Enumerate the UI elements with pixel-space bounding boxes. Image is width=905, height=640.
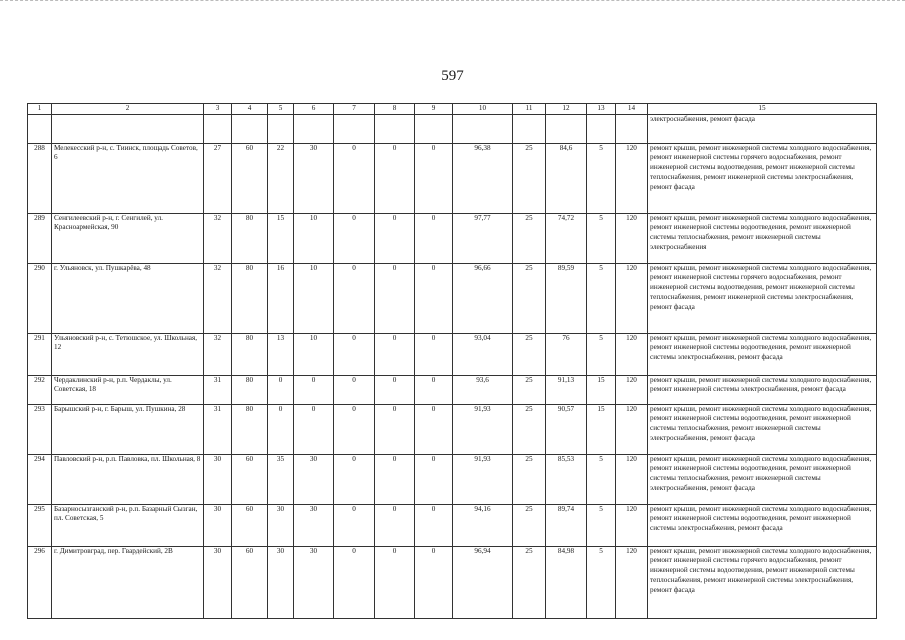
table-cell <box>204 114 232 143</box>
value-cell: 15 <box>587 375 616 404</box>
column-header: 6 <box>294 104 334 115</box>
table-cell <box>294 114 334 143</box>
table-cell <box>587 114 616 143</box>
value-cell: 96,94 <box>453 546 513 618</box>
value-cell: 27 <box>204 143 232 213</box>
value-cell: 35 <box>268 454 294 504</box>
works-cell: ремонт крыши, ремонт инженерной системы холодного водоснабжения, ремонт инженерной системы водоотведения, ремонт инженерной системы теплоснабжения, ремонт инженерной системы электроснабжения <box>648 213 877 263</box>
table-cell <box>375 114 415 143</box>
value-cell: 0 <box>415 213 453 263</box>
column-header: 11 <box>513 104 546 115</box>
column-header: 2 <box>52 104 204 115</box>
works-cell: ремонт крыши, ремонт инженерной системы холодного водоснабжения, ремонт инженерной системы горячего водоснабжения, ремонт инженерной системы водоотведения, ремонт инженерной системы теплоснабжения, ремонт инженерной системы электроснабжения, ремонт фасада <box>648 546 877 618</box>
value-cell: 84,98 <box>546 546 587 618</box>
value-cell: 90,57 <box>546 404 587 454</box>
value-cell: 0 <box>294 375 334 404</box>
value-cell: 0 <box>334 143 375 213</box>
value-cell: 13 <box>268 333 294 375</box>
value-cell: 80 <box>232 333 268 375</box>
value-cell: 0 <box>375 546 415 618</box>
address-cell: Мелекесский р-н, с. Тиинск, площадь Советов, 6 <box>52 143 204 213</box>
row-number-cell: 294 <box>28 454 52 504</box>
column-header: 14 <box>616 104 648 115</box>
address-cell: Сенгилеевский р-н, г. Сенгилей, ул. Красноармейская, 90 <box>52 213 204 263</box>
value-cell: 0 <box>415 333 453 375</box>
value-cell: 94,16 <box>453 504 513 546</box>
value-cell: 31 <box>204 375 232 404</box>
value-cell: 25 <box>513 546 546 618</box>
value-cell: 0 <box>375 213 415 263</box>
table-cell <box>28 114 52 143</box>
value-cell: 0 <box>268 375 294 404</box>
value-cell: 0 <box>334 546 375 618</box>
value-cell: 5 <box>587 143 616 213</box>
column-header: 4 <box>232 104 268 115</box>
value-cell: 32 <box>204 263 232 333</box>
value-cell: 25 <box>513 213 546 263</box>
table-cell <box>453 114 513 143</box>
value-cell: 80 <box>232 213 268 263</box>
value-cell: 25 <box>513 143 546 213</box>
value-cell: 0 <box>334 263 375 333</box>
value-cell: 120 <box>616 504 648 546</box>
value-cell: 16 <box>268 263 294 333</box>
value-cell: 25 <box>513 454 546 504</box>
table-cell <box>415 114 453 143</box>
column-header: 3 <box>204 104 232 115</box>
value-cell: 0 <box>334 375 375 404</box>
table-cell <box>513 114 546 143</box>
column-header: 15 <box>648 104 877 115</box>
value-cell: 60 <box>232 143 268 213</box>
value-cell: 0 <box>334 333 375 375</box>
column-header: 12 <box>546 104 587 115</box>
value-cell: 0 <box>294 404 334 454</box>
address-cell: Ульяновский р-н, с. Тетюшское, ул. Школьная, 12 <box>52 333 204 375</box>
value-cell: 30 <box>294 546 334 618</box>
value-cell: 0 <box>415 263 453 333</box>
address-cell: г. Ульяновск, ул. Пушкарёва, 48 <box>52 263 204 333</box>
table-row <box>28 213 877 263</box>
value-cell: 0 <box>375 375 415 404</box>
value-cell: 15 <box>587 404 616 454</box>
value-cell: 80 <box>232 263 268 333</box>
value-cell: 76 <box>546 333 587 375</box>
value-cell: 0 <box>415 454 453 504</box>
table-row <box>28 375 877 404</box>
value-cell: 0 <box>375 504 415 546</box>
works-cell: ремонт крыши, ремонт инженерной системы холодного водоснабжения, ремонт инженерной системы горячего водоснабжения, ремонт инженерной системы водоотведения, ремонт инженерной системы теплоснабжения, ремонт инженерной системы электроснабжения, ремонт фасада <box>648 143 877 213</box>
value-cell: 96,66 <box>453 263 513 333</box>
row-number-cell: 293 <box>28 404 52 454</box>
value-cell: 0 <box>415 375 453 404</box>
value-cell: 0 <box>415 404 453 454</box>
address-cell: Чердаклинский р-н, р.п. Чердаклы, ул. Советская, 18 <box>52 375 204 404</box>
value-cell: 89,59 <box>546 263 587 333</box>
row-number-cell: 289 <box>28 213 52 263</box>
value-cell: 91,13 <box>546 375 587 404</box>
table-row <box>28 546 877 618</box>
value-cell: 30 <box>268 504 294 546</box>
table-row <box>28 504 877 546</box>
value-cell: 0 <box>375 454 415 504</box>
value-cell: 60 <box>232 504 268 546</box>
continuation-row <box>28 114 877 143</box>
header-row <box>28 104 877 115</box>
page-edge <box>0 0 905 4</box>
value-cell: 0 <box>268 404 294 454</box>
value-cell: 0 <box>415 143 453 213</box>
value-cell: 0 <box>334 454 375 504</box>
value-cell: 30 <box>294 504 334 546</box>
value-cell: 25 <box>513 375 546 404</box>
row-number-cell: 290 <box>28 263 52 333</box>
address-cell: Барышский р-н, г. Барыш, ул. Пушкина, 28 <box>52 404 204 454</box>
value-cell: 60 <box>232 454 268 504</box>
value-cell: 120 <box>616 213 648 263</box>
address-cell: г. Димитровград, пер. Гвардейский, 2В <box>52 546 204 618</box>
value-cell: 89,74 <box>546 504 587 546</box>
value-cell: 32 <box>204 333 232 375</box>
value-cell: 80 <box>232 404 268 454</box>
row-number-cell: 291 <box>28 333 52 375</box>
value-cell: 91,93 <box>453 454 513 504</box>
works-cell: ремонт крыши, ремонт инженерной системы холодного водоснабжения, ремонт инженерной системы водоотведения, ремонт инженерной системы электроснабжения, ремонт фасада <box>648 504 877 546</box>
table-cell <box>546 114 587 143</box>
value-cell: 85,53 <box>546 454 587 504</box>
value-cell: 84,6 <box>546 143 587 213</box>
value-cell: 0 <box>375 263 415 333</box>
column-header: 1 <box>28 104 52 115</box>
row-number-cell: 295 <box>28 504 52 546</box>
works-cell: ремонт крыши, ремонт инженерной системы холодного водоснабжения, ремонт инженерной системы водоотведения, ремонт инженерной системы теплоснабжения, ремонт инженерной системы электроснабжения, ремонт фасада <box>648 454 877 504</box>
value-cell: 5 <box>587 333 616 375</box>
value-cell: 0 <box>334 404 375 454</box>
table-row <box>28 404 877 454</box>
table-row <box>28 454 877 504</box>
column-header: 7 <box>334 104 375 115</box>
value-cell: 5 <box>587 454 616 504</box>
value-cell: 30 <box>204 546 232 618</box>
value-cell: 30 <box>268 546 294 618</box>
value-cell: 96,38 <box>453 143 513 213</box>
value-cell: 30 <box>204 454 232 504</box>
table-cell <box>232 114 268 143</box>
value-cell: 120 <box>616 263 648 333</box>
address-cell: Базарносызганский р-н, р.п. Базарный Сызган, пл. Советская, 5 <box>52 504 204 546</box>
value-cell: 0 <box>415 504 453 546</box>
value-cell: 91,93 <box>453 404 513 454</box>
value-cell: 0 <box>334 504 375 546</box>
value-cell: 30 <box>294 143 334 213</box>
works-cell: электроснабжения, ремонт фасада <box>648 114 877 143</box>
value-cell: 10 <box>294 263 334 333</box>
value-cell: 25 <box>513 504 546 546</box>
value-cell: 31 <box>204 404 232 454</box>
table-cell <box>52 114 204 143</box>
value-cell: 120 <box>616 454 648 504</box>
value-cell: 80 <box>232 375 268 404</box>
value-cell: 60 <box>232 546 268 618</box>
value-cell: 30 <box>294 454 334 504</box>
value-cell: 15 <box>268 213 294 263</box>
value-cell: 5 <box>587 546 616 618</box>
value-cell: 0 <box>375 404 415 454</box>
value-cell: 10 <box>294 213 334 263</box>
page-number: 597 <box>441 68 464 84</box>
value-cell: 32 <box>204 213 232 263</box>
value-cell: 74,72 <box>546 213 587 263</box>
value-cell: 0 <box>415 546 453 618</box>
value-cell: 30 <box>204 504 232 546</box>
row-number-cell: 292 <box>28 375 52 404</box>
value-cell: 22 <box>268 143 294 213</box>
column-header: 13 <box>587 104 616 115</box>
column-header: 5 <box>268 104 294 115</box>
column-header: 9 <box>415 104 453 115</box>
works-cell: ремонт крыши, ремонт инженерной системы холодного водоснабжения, ремонт инженерной системы водоотведения, ремонт инженерной системы электроснабжения, ремонт фасада <box>648 333 877 375</box>
value-cell: 5 <box>587 504 616 546</box>
value-cell: 0 <box>375 333 415 375</box>
table-cell <box>616 114 648 143</box>
value-cell: 120 <box>616 333 648 375</box>
value-cell: 25 <box>513 404 546 454</box>
works-cell: ремонт крыши, ремонт инженерной системы холодного водоснабжения, ремонт инженерной системы водоотведения, ремонт инженерной системы теплоснабжения, ремонт инженерной системы электроснабжения, ремонт фасада <box>648 404 877 454</box>
column-header: 8 <box>375 104 415 115</box>
value-cell: 5 <box>587 263 616 333</box>
table-cell <box>334 114 375 143</box>
value-cell: 120 <box>616 404 648 454</box>
table-cell <box>268 114 294 143</box>
value-cell: 97,77 <box>453 213 513 263</box>
table-row <box>28 333 877 375</box>
value-cell: 0 <box>375 143 415 213</box>
column-header: 10 <box>453 104 513 115</box>
address-cell: Павловский р-н, р.п. Павловка, пл. Школьная, 8 <box>52 454 204 504</box>
value-cell: 120 <box>616 375 648 404</box>
value-cell: 25 <box>513 263 546 333</box>
row-number-cell: 288 <box>28 143 52 213</box>
repair-schedule-table <box>27 103 877 619</box>
value-cell: 93,04 <box>453 333 513 375</box>
value-cell: 10 <box>294 333 334 375</box>
table-row <box>28 263 877 333</box>
value-cell: 0 <box>334 213 375 263</box>
value-cell: 5 <box>587 213 616 263</box>
row-number-cell: 296 <box>28 546 52 618</box>
works-cell: ремонт крыши, ремонт инженерной системы холодного водоснабжения, ремонт инженерной системы электроснабжения, ремонт фасада <box>648 375 877 404</box>
works-cell: ремонт крыши, ремонт инженерной системы холодного водоснабжения, ремонт инженерной системы горячего водоснабжения, ремонт инженерной системы водоотведения, ремонт инженерной системы теплоснабжения, ремонт инженерной системы электроснабжения, ремонт фасада <box>648 263 877 333</box>
value-cell: 120 <box>616 143 648 213</box>
value-cell: 120 <box>616 546 648 618</box>
value-cell: 25 <box>513 333 546 375</box>
table-row <box>28 143 877 213</box>
value-cell: 93,6 <box>453 375 513 404</box>
